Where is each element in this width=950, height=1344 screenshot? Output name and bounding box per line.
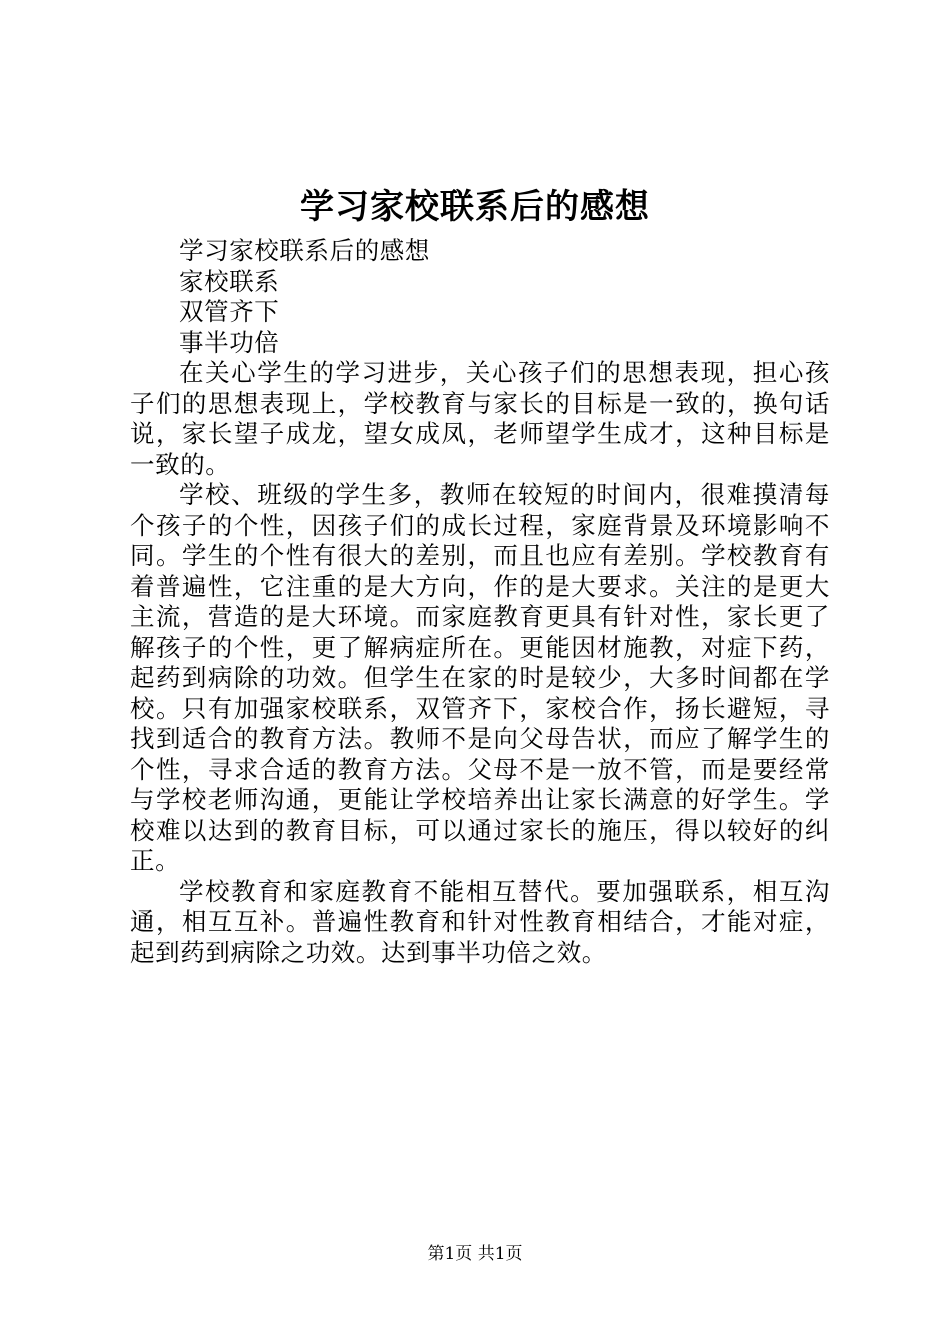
subtitle-line: 双管齐下: [179, 297, 280, 326]
body-paragraph: 在关心学生的学习进步，关心孩子们的思想表现，担心孩子们的思想表现上，学校教育与家长的目标是一致的，换句话说，家长望子成龙，望女成凤，老师望学生成才，这种目标是一致的。: [130, 358, 830, 479]
body-paragraph: 学校、班级的学生多，教师在较短的时间内，很难摸清每个孩子的个性，因孩子们的成长过程，家庭背景及环境影响不同。学生的个性有很大的差别，而且也应有差别。学校教育有着普遍性，它注重的是大方向，作的是大要求。关注的是更大主流，营造的是大环境。而家庭教育更具有针对性，家长更了解孩子的个性，更了解病症所在。更能因材施教，对症下药，起药到病除的功效。但学生在家的时是较少，大多时间都在学校。只有加强家校联系，双管齐下，家校合作，扬长避短，寻找到适合的教育方法。教师不是向父母告状，而应了解学生的个性，寻求合适的教育方法。父母不是一放不管，而是要经常与学校老师沟通，更能让学校培养出让家长满意的好学生。学校难以达到的教育目标，可以通过家长的施压，得以较好的纠正。: [130, 480, 830, 875]
subtitle-line: 学习家校联系后的感想: [179, 236, 430, 265]
subtitle-line: 家校联系: [179, 266, 280, 296]
document-body: [130, 236, 830, 968]
subtitle-line: 事半功倍: [179, 327, 280, 357]
page-footer: 第1页 共1页: [427, 1244, 523, 1264]
body-paragraph: 学校教育和家庭教育不能相互替代。要加强联系，相互沟通，相互互补。普遍性教育和针对性教育相结合，才能对症，起到药到病除之功效。达到事半功倍之效。: [130, 876, 830, 967]
document-title: 学习家校联系后的感想: [300, 187, 650, 227]
